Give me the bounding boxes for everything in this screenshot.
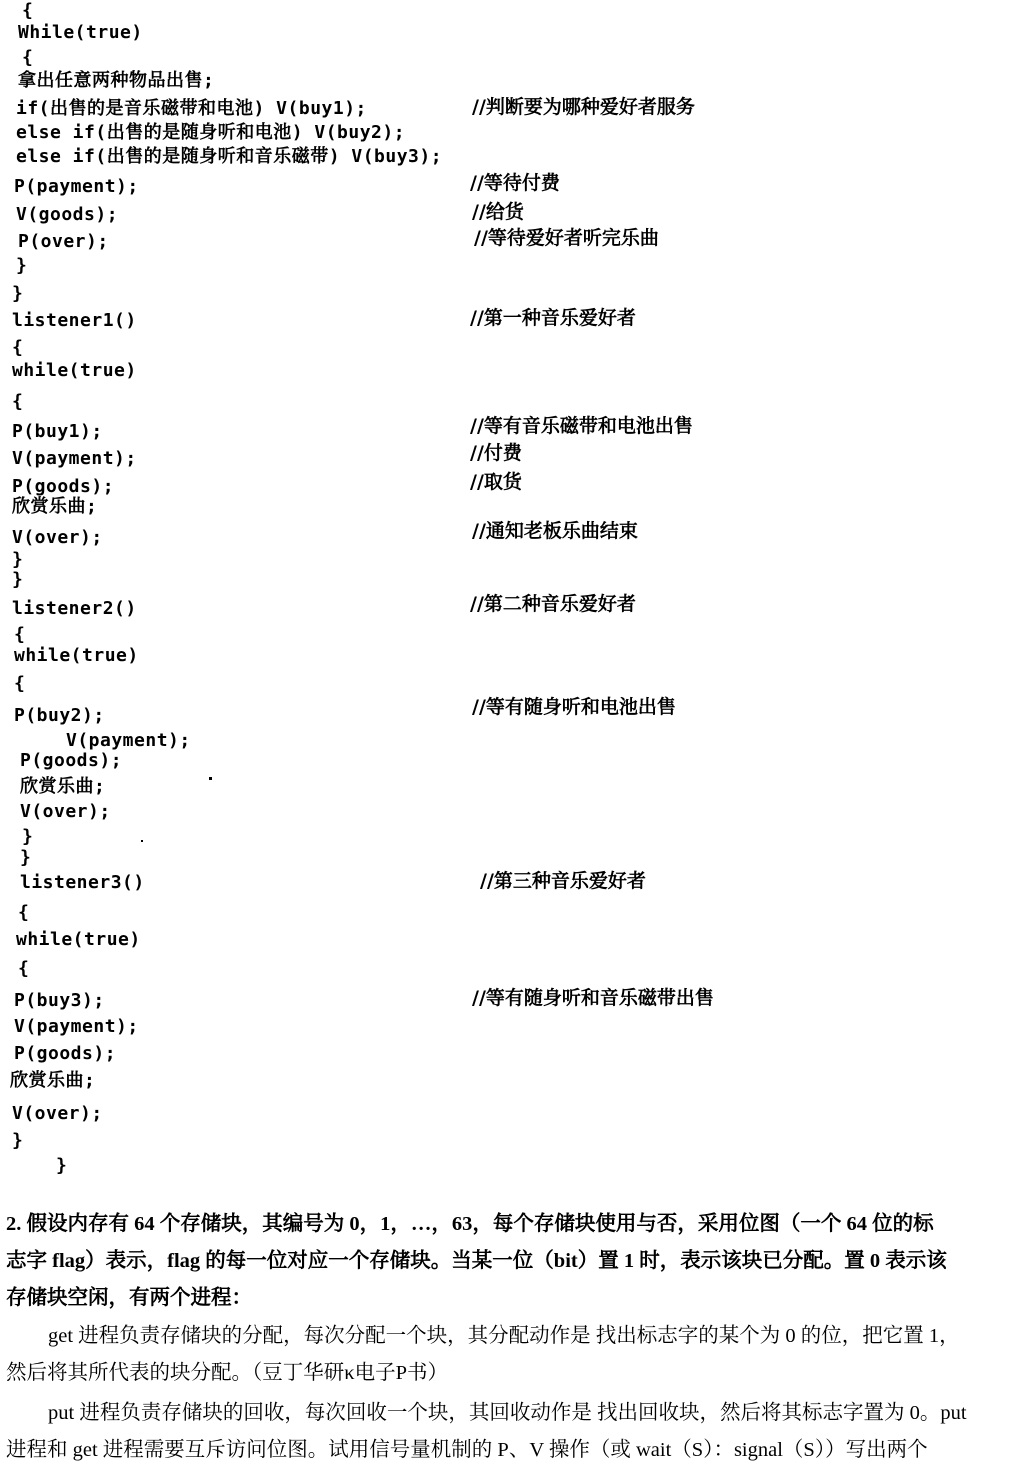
code-line: { xyxy=(14,673,26,694)
body-paragraph-get xyxy=(6,1318,1006,1392)
code-line: while(true) xyxy=(16,929,141,950)
code-line: P(goods); xyxy=(20,750,123,771)
code-line: V(goods); xyxy=(16,204,119,225)
code-line: } xyxy=(22,826,34,847)
code-line: P(buy1); xyxy=(12,421,103,442)
code-line: P(goods); xyxy=(14,1043,117,1064)
code-comment: //付费 xyxy=(470,442,522,464)
code-line: } xyxy=(56,1155,68,1176)
code-line: } xyxy=(16,255,28,276)
code-line: } xyxy=(12,1130,24,1151)
body-paragraph-put xyxy=(6,1395,1006,1469)
code-line: P(buy3); xyxy=(14,990,105,1011)
question-line-1: 2. 假设内存有 64 个存储块，其编号为 0，1，…，63，每个存储块使用与否，采用位图（一个 64 位的标 xyxy=(6,1213,934,1235)
code-line: P(over); xyxy=(18,231,109,252)
question-heading xyxy=(6,1206,1006,1317)
code-comment: //第一种音乐爱好者 xyxy=(470,307,636,329)
get-line-2: 然后将其所代表的块分配。（豆丁华研κ电子P书） xyxy=(6,1362,448,1384)
code-line: P(goods); xyxy=(12,476,115,497)
question-line-2: 志字 flag）表示，flag 的每一位对应一个存储块。当某一位（bit）置 1 时，表示该块已分配。置 0 表示该 xyxy=(6,1250,947,1272)
code-line: P(buy2); xyxy=(14,705,105,726)
code-comment: //第二种音乐爱好者 xyxy=(470,593,636,615)
code-comment: //等有音乐磁带和电池出售 xyxy=(470,415,693,437)
scan-speck xyxy=(209,777,212,780)
get-line-1: get 进程负责存储块的分配，每次分配一个块，其分配动作是 找出标志字的某个为 0 的位，把它置 1， xyxy=(48,1325,960,1347)
code-line: V(payment); xyxy=(66,730,191,751)
code-line: listener3() xyxy=(20,872,145,893)
code-line: else if(出售的是随身听和音乐磁带) V(buy3); xyxy=(16,146,443,167)
code-line: { xyxy=(22,47,34,68)
code-line: listener1() xyxy=(12,310,137,331)
code-line: 拿出任意两种物品出售; xyxy=(18,70,215,91)
code-line: V(payment); xyxy=(14,1016,139,1037)
code-line: { xyxy=(12,337,24,358)
code-line: } xyxy=(20,847,32,868)
code-line: } xyxy=(12,549,24,570)
code-line: 欣赏乐曲; xyxy=(12,496,98,517)
code-line: { xyxy=(18,958,30,979)
code-line: while(true) xyxy=(12,360,137,381)
code-line: 欣赏乐曲; xyxy=(10,1070,96,1091)
code-line: P(payment); xyxy=(14,176,139,197)
code-line: if(出售的是音乐磁带和电池) V(buy1); xyxy=(16,98,367,119)
code-comment: //通知老板乐曲结束 xyxy=(472,520,638,542)
question-line-3: 存储块空闲，有两个进程： xyxy=(6,1287,252,1309)
code-comment: //判断要为哪种爱好者服务 xyxy=(472,96,695,118)
code-line: While(true) xyxy=(18,22,143,43)
code-line: V(payment); xyxy=(12,448,137,469)
code-comment: //给货 xyxy=(472,201,524,223)
code-comment: //等待爱好者听完乐曲 xyxy=(474,227,659,249)
code-line: V(over); xyxy=(12,527,103,548)
code-line: { xyxy=(18,902,30,923)
code-line: 欣赏乐曲; xyxy=(20,776,106,797)
code-comment: //第三种音乐爱好者 xyxy=(480,870,646,892)
code-line: { xyxy=(22,0,34,21)
code-line: V(over); xyxy=(20,801,111,822)
code-line: while(true) xyxy=(14,645,139,666)
code-comment: //取货 xyxy=(470,471,522,493)
put-line-2: 进程和 get 进程需要互斥访问位图。试用信号量机制的 P、V 操作（或 wait（S）：signal（S））写出两个 xyxy=(6,1439,928,1461)
code-comment: //等有随身听和音乐磁带出售 xyxy=(472,987,714,1009)
scan-speck xyxy=(141,840,143,842)
code-line: listener2() xyxy=(12,598,137,619)
code-line: V(over); xyxy=(12,1103,103,1124)
code-line: } xyxy=(12,569,24,590)
code-line: else if(出售的是随身听和电池) V(buy2); xyxy=(16,122,406,143)
code-line: } xyxy=(12,283,24,304)
put-line-1: put 进程负责存储块的回收，每次回收一个块，其回收动作是 找出回收块，然后将其标志字置为 0。put xyxy=(48,1402,967,1424)
code-line: { xyxy=(14,624,26,645)
code-comment: //等有随身听和电池出售 xyxy=(472,696,676,718)
code-line: { xyxy=(12,391,24,412)
code-comment: //等待付费 xyxy=(470,172,560,194)
